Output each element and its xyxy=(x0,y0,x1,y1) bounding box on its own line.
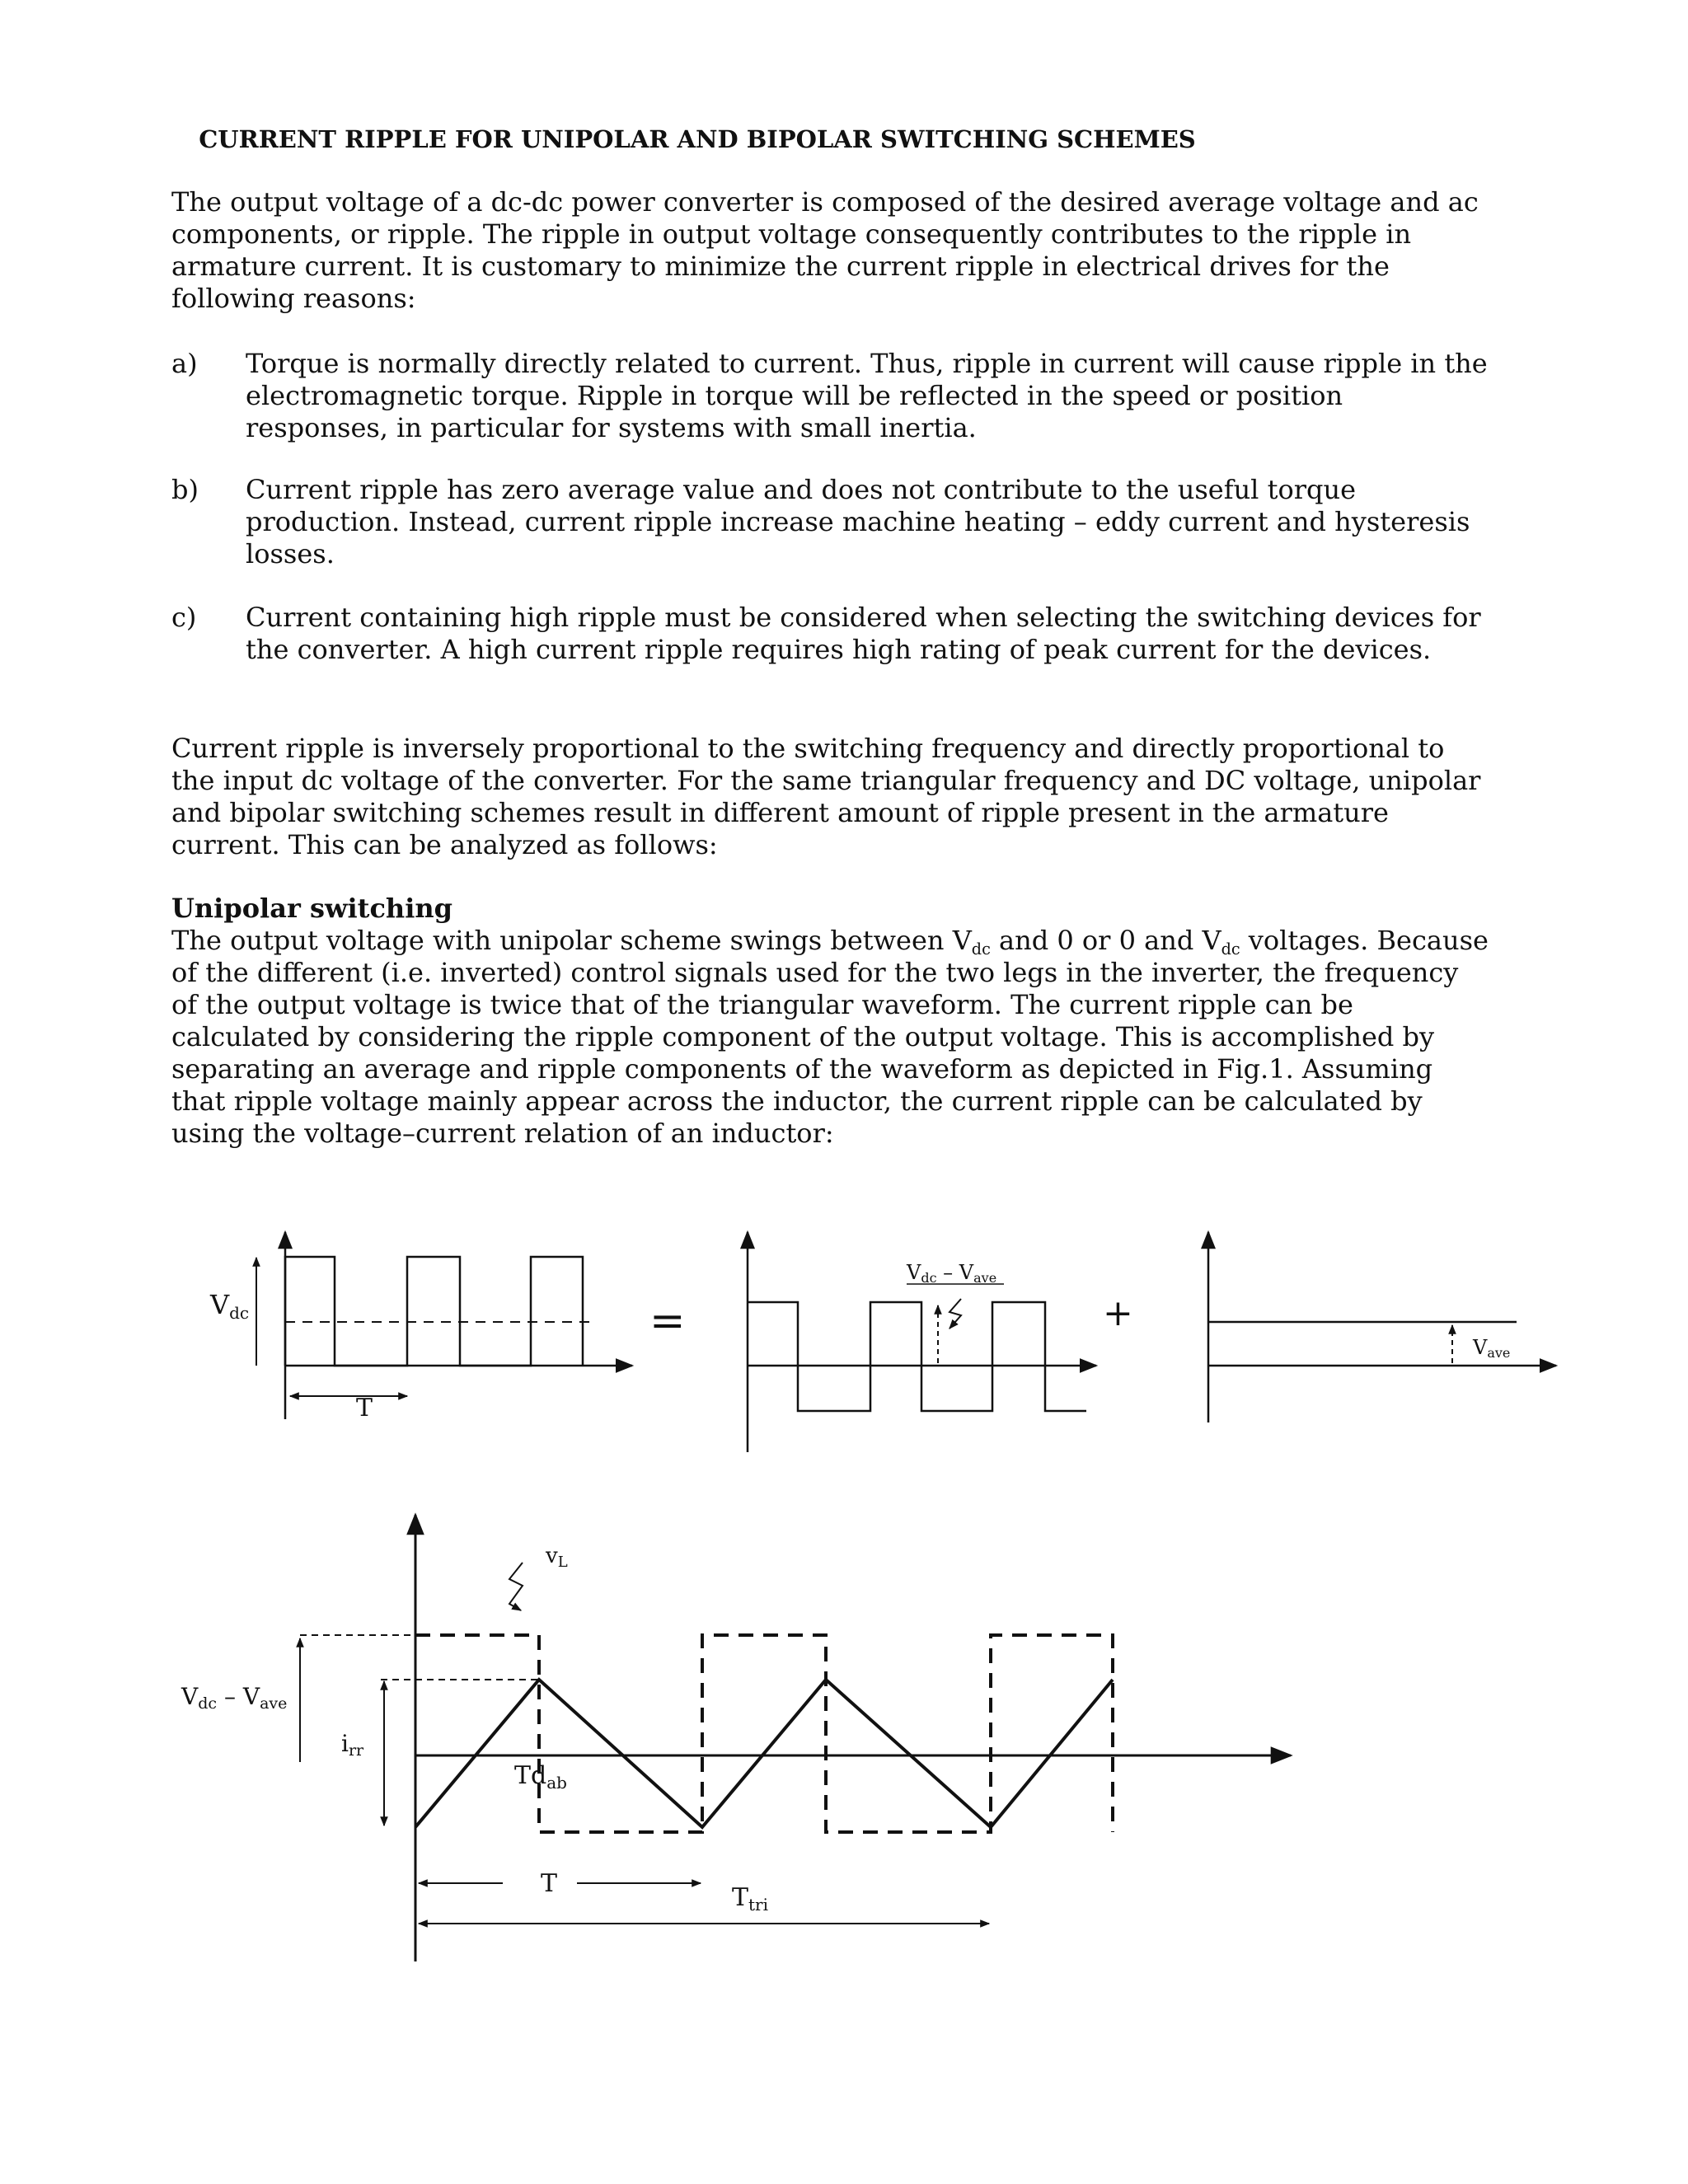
vave-label: Vave xyxy=(1473,1336,1511,1361)
intro-paragraph: The output voltage of a dc-dc power converter is composed of the desired average voltage and ac components, or ripple. The ripple in output voltage consequently contributes to the ripple in armature current. It is customary to minimize the current ripple in electrical drives for the following reasons: xyxy=(171,186,1479,314)
period-label: T xyxy=(541,1869,558,1898)
reason-marker: c) xyxy=(171,602,197,633)
ripple-current-panel xyxy=(300,1515,1291,1961)
pwm-waveform xyxy=(285,1257,583,1366)
reason-text: Current ripple has zero average value and does not contribute to the useful torque production. Instead, current ripple increase machine heating – eddy current and hysteresis losses. xyxy=(246,474,1470,569)
period-label: T xyxy=(356,1394,373,1422)
text-run: The output voltage with unipolar scheme swings between V xyxy=(171,925,972,956)
text-run: voltages. Because of the different (i.e. inverted) control signals used for the two legs in the inverter, the frequency of the output voltage is twice that of the triangular waveform. The current ripple can be calculated by considering the ripple component of the output voltage. This is accomplished by separating an average and ripple components of the waveform as depicted in Fig.1. Assuming that ripple voltage mainly appear across the inductor, the current ripple can be calculated by using the voltage–current relation of an inductor: xyxy=(171,925,1489,1149)
section-heading: Unipolar switching xyxy=(171,893,452,924)
vdc-label: Vdc xyxy=(210,1289,250,1323)
ripple-pointer xyxy=(950,1299,961,1329)
plus-sign: + xyxy=(1103,1292,1133,1334)
ripple-component-panel xyxy=(748,1232,1096,1452)
equals-sign: = xyxy=(649,1296,686,1346)
vl-label: vL xyxy=(546,1544,568,1571)
ripple-paragraph: Current ripple is inversely proportional to the switching frequency and directly proportional to the input dc voltage of the converter. For the same triangular frequency and DC voltage, unipolar and bipolar switching schemes result in different amount of ripple present in the armature current. This can be analyzed as follows: xyxy=(171,733,1481,860)
irr-label: irr xyxy=(341,1730,364,1760)
vl-pointer xyxy=(509,1563,523,1610)
average-component-panel xyxy=(1208,1232,1556,1422)
ripple-waveform xyxy=(748,1302,1086,1411)
text-run: and 0 or 0 and V xyxy=(990,925,1221,956)
subscript: dc xyxy=(971,939,991,958)
subscript: dc xyxy=(1221,939,1240,958)
document-title: CURRENT RIPPLE FOR UNIPOLAR AND BIPOLAR SWITCHING SCHEMES xyxy=(199,125,1196,153)
vdc-minus-vave-label: Vdc – Vave xyxy=(181,1683,288,1713)
reason-marker: a) xyxy=(171,348,198,379)
output-voltage-panel xyxy=(256,1232,632,1419)
inductor-voltage-waveform xyxy=(415,1635,1113,1832)
reason-text: Torque is normally directly related to current. Thus, ripple in current will cause ripple in the electromagnetic torque. Ripple in torque will be reflected in the speed or position responses, in particular for systems with small inertia. xyxy=(246,348,1488,443)
ttri-label: $T_{tri}$ xyxy=(732,1883,769,1915)
td-ab-label: $Td_{ab}$ xyxy=(514,1761,567,1793)
ripple-current-waveform xyxy=(415,1680,1113,1827)
ripple-label: Vdc – Vave xyxy=(907,1261,997,1286)
reason-text: Current containing high ripple must be considered when selecting the switching devices for the converter. A high current ripple requires high rating of peak current for the devices. xyxy=(246,602,1481,665)
reason-marker: b) xyxy=(171,474,199,505)
